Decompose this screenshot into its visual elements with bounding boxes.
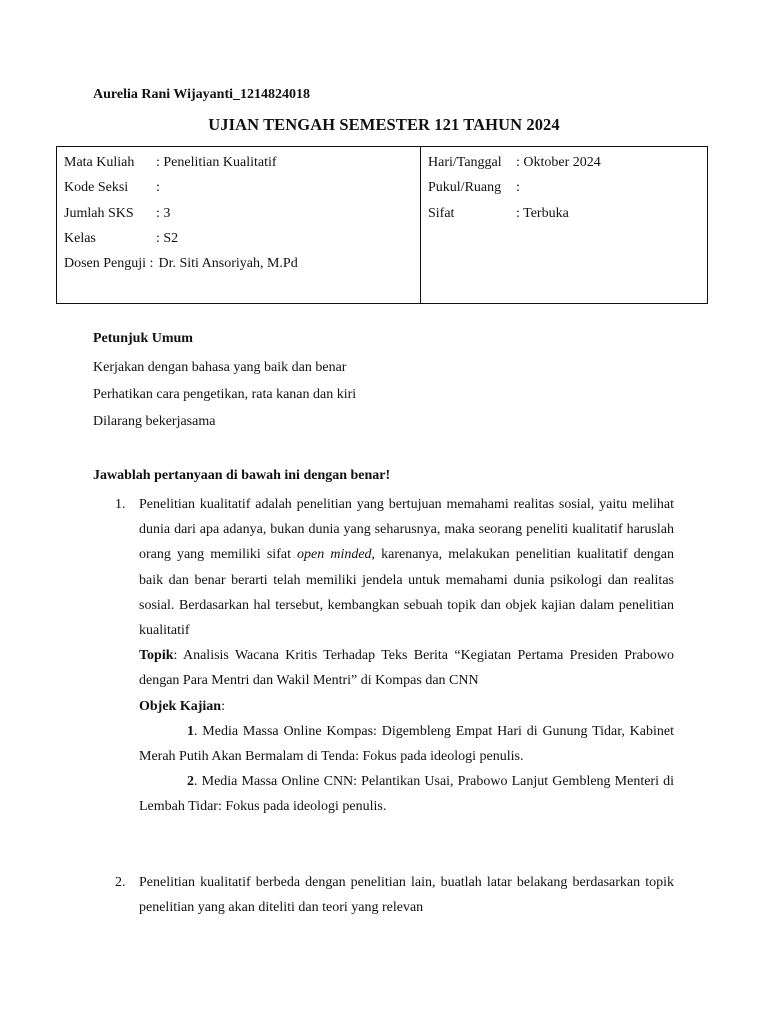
info-label: Sifat <box>428 205 455 221</box>
question-text-end: , karenanya, melakukan penelitian kualitatif dengan baik dan benar berarti telah memiliki jendela untuk memahami dunia psikologi dan realitas sosial. Berdasarkan hal tersebut, kembangkan sebuah topik dan objek kajian dalam penelitian kualitatif <box>139 547 675 639</box>
topic-paragraph <box>139 643 674 693</box>
author-name: Aurelia Rani Wijayanti_1214824018 <box>93 87 311 102</box>
info-row-jumlah-sks <box>64 204 413 229</box>
info-row-hari-tanggal <box>428 153 700 178</box>
info-label: Dosen Penguji : <box>64 256 154 272</box>
question-2 <box>115 870 674 920</box>
info-value: : <box>516 180 520 196</box>
info-row-sifat <box>428 204 700 229</box>
instruction-item: Perhatikan cara pengetikan, rata kanan dan kiri <box>93 387 357 402</box>
questions-heading: Jawablah pertanyaan di bawah ini dengan benar! <box>93 468 391 483</box>
info-label: Hari/Tanggal <box>428 155 502 170</box>
info-row-mata-kuliah <box>64 153 413 178</box>
question-text <box>139 492 674 643</box>
topic-label: Topik <box>139 648 174 664</box>
question-text: Penelitian kualitatif berbeda dengan penelitian lain, buatlah latar belakang berdasarkan topik penelitian yang akan diteliti dan teori yang relevan <box>139 875 674 916</box>
info-label: Pukul/Ruang <box>428 180 502 196</box>
info-value: : Penelitian Kualitatif <box>156 155 277 170</box>
info-value: : <box>156 180 160 196</box>
object-item-2 <box>139 769 674 819</box>
exam-title: UJIAN TENGAH SEMESTER 121 TAHUN 2024 <box>208 115 560 134</box>
question-number: 2. <box>115 875 126 890</box>
info-value: Dr. Siti Ansoriyah, M.Pd <box>158 256 298 272</box>
topic-text: : Analisis Wacana Kritis Terhadap Teks Berita “Kegiatan Pertama Presiden Prabowo dengan Para Mentri dan Wakil Mentri” di Kompas dan CNN <box>139 648 674 689</box>
info-label: Kode Seksi <box>64 180 129 196</box>
info-column-left <box>57 147 421 303</box>
info-row-pukul-ruang <box>428 178 700 203</box>
question-1 <box>115 492 675 820</box>
object-item-1 <box>139 719 674 769</box>
instruction-item: Kerjakan dengan bahasa yang baik dan benar <box>93 360 347 375</box>
info-value: : S2 <box>156 230 179 246</box>
objects-colon: : <box>221 698 225 714</box>
info-label: Jumlah SKS <box>64 205 134 221</box>
info-value: : Terbuka <box>516 205 569 221</box>
object-text: . Media Massa Online CNN: Pelantikan Usai, Prabowo Lanjut Gembleng Menteri di Lembah Tidar: Fokus pada ideologi penulis. <box>139 774 674 815</box>
info-row-dosen-penguji <box>64 254 413 279</box>
instruction-item: Dilarang bekerjasama <box>93 414 216 429</box>
object-text: . Media Massa Online Kompas: Digembleng Empat Hari di Gunung Tidar, Kabinet Merah Putih Akan Bermalam di Tenda: Fokus pada ideologi penulis. <box>139 723 674 765</box>
question-number: 1. <box>115 497 126 512</box>
object-number: 2 <box>187 774 194 790</box>
info-row-kode-seksi <box>64 178 413 203</box>
question-text-italic: open minded <box>297 547 372 563</box>
info-label: Kelas <box>64 230 96 246</box>
exam-info-table <box>56 146 708 304</box>
objects-label: Objek Kajian <box>139 698 222 714</box>
question-text-start: Penelitian kualitatif adalah penelitian yang bertujuan memahami realitas sosial, yaitu melihat dunia dari apa adanya, bukan dunia yang seharusnya, maka seorang peneliti kualitatif haruslah orang yang memiliki sifat <box>139 497 674 563</box>
info-label: Mata Kuliah <box>64 155 135 170</box>
object-number: 1 <box>187 723 194 739</box>
objects-heading <box>139 694 674 719</box>
info-column-right <box>421 147 707 303</box>
info-row-kelas <box>64 229 413 254</box>
general-instructions-heading: Petunjuk Umum <box>93 331 193 346</box>
info-value: : Oktober 2024 <box>516 155 601 170</box>
info-value: : 3 <box>156 205 171 221</box>
